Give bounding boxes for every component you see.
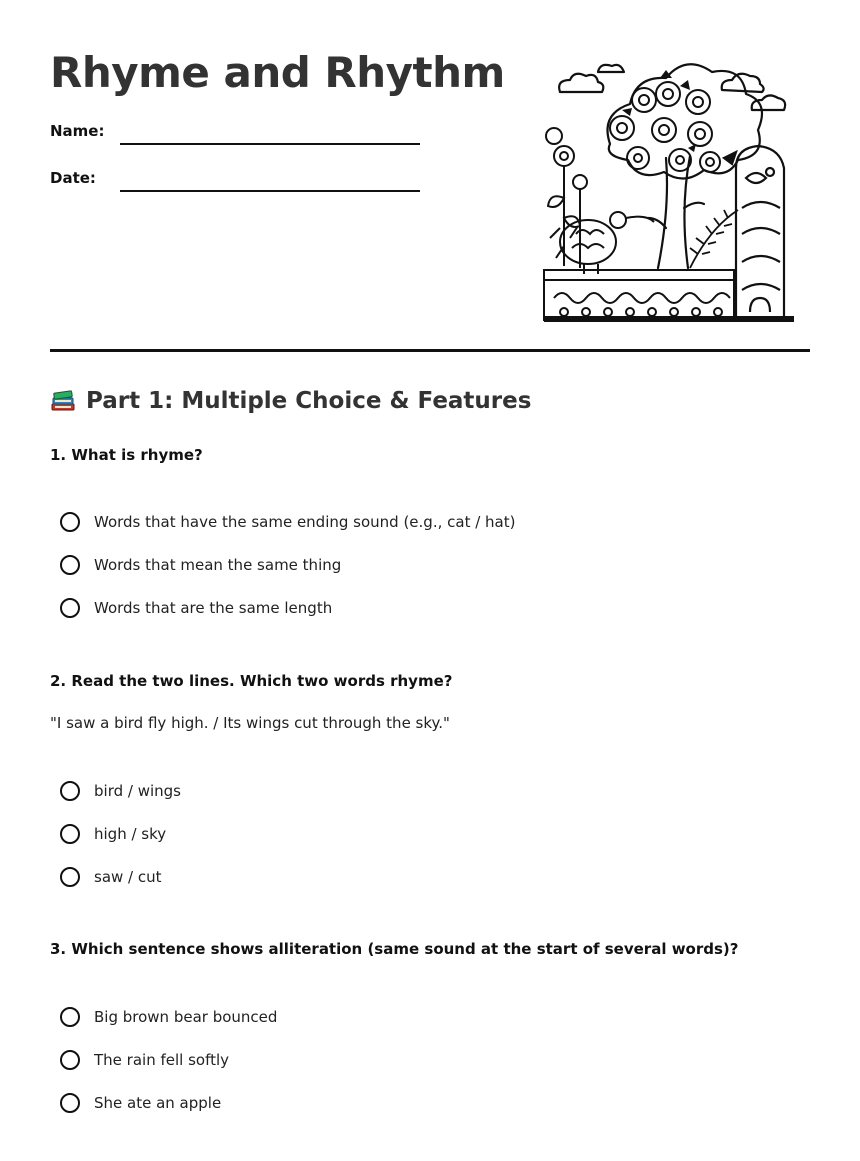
- q1-option-c-label: Words that are the same length: [94, 599, 333, 617]
- radio-circle-icon[interactable]: [60, 1007, 80, 1027]
- q2-option-a[interactable]: [60, 779, 181, 803]
- q3-option-b-label: The rain fell softly: [94, 1051, 230, 1069]
- question-2: 2. Read the two lines. Which two words rhyme?: [50, 672, 453, 690]
- radio-circle-icon[interactable]: [60, 512, 80, 532]
- name-label: Name:: [50, 122, 105, 140]
- q3-option-c[interactable]: [60, 1091, 221, 1115]
- q2-option-b[interactable]: [60, 822, 166, 846]
- date-label: Date:: [50, 169, 96, 187]
- q3-option-a[interactable]: [60, 1005, 277, 1029]
- radio-circle-icon[interactable]: [60, 867, 80, 887]
- question-2-quote: "I saw a bird fly high. / Its wings cut through the sky.": [50, 714, 450, 732]
- tree-bird-illustration: [540, 58, 800, 324]
- q1-option-b-label: Words that mean the same thing: [94, 556, 342, 574]
- date-line[interactable]: [120, 190, 420, 192]
- q2-option-c-label: saw / cut: [94, 868, 162, 886]
- q3-option-c-label: She ate an apple: [94, 1094, 222, 1112]
- part1-heading: [50, 388, 531, 414]
- q1-option-a-label: Words that have the same ending sound (e.g., cat / hat): [94, 513, 516, 531]
- part1-title: Part 1: Multiple Choice & Features: [86, 388, 532, 414]
- question-1: 1. What is rhyme?: [50, 446, 203, 464]
- radio-circle-icon[interactable]: [60, 824, 80, 844]
- q3-option-a-label: Big brown bear bounced: [94, 1008, 278, 1026]
- radio-circle-icon[interactable]: [60, 781, 80, 801]
- radio-circle-icon[interactable]: [60, 1050, 80, 1070]
- name-line[interactable]: [120, 143, 420, 145]
- question-3: 3. Which sentence shows alliteration (same sound at the start of several words)?: [50, 940, 739, 958]
- q2-option-b-label: high / sky: [94, 825, 167, 843]
- q3-option-b[interactable]: [60, 1048, 229, 1072]
- q1-option-a[interactable]: [60, 510, 515, 534]
- radio-circle-icon[interactable]: [60, 598, 80, 618]
- q1-option-b[interactable]: [60, 553, 341, 577]
- q2-option-a-label: bird / wings: [94, 782, 181, 800]
- books-icon: [50, 388, 76, 414]
- radio-circle-icon[interactable]: [60, 1093, 80, 1113]
- q2-option-c[interactable]: [60, 865, 162, 889]
- header-divider: [50, 349, 810, 352]
- worksheet-title: Rhyme and Rhythm: [50, 48, 505, 97]
- q1-option-c[interactable]: [60, 596, 332, 620]
- radio-circle-icon[interactable]: [60, 555, 80, 575]
